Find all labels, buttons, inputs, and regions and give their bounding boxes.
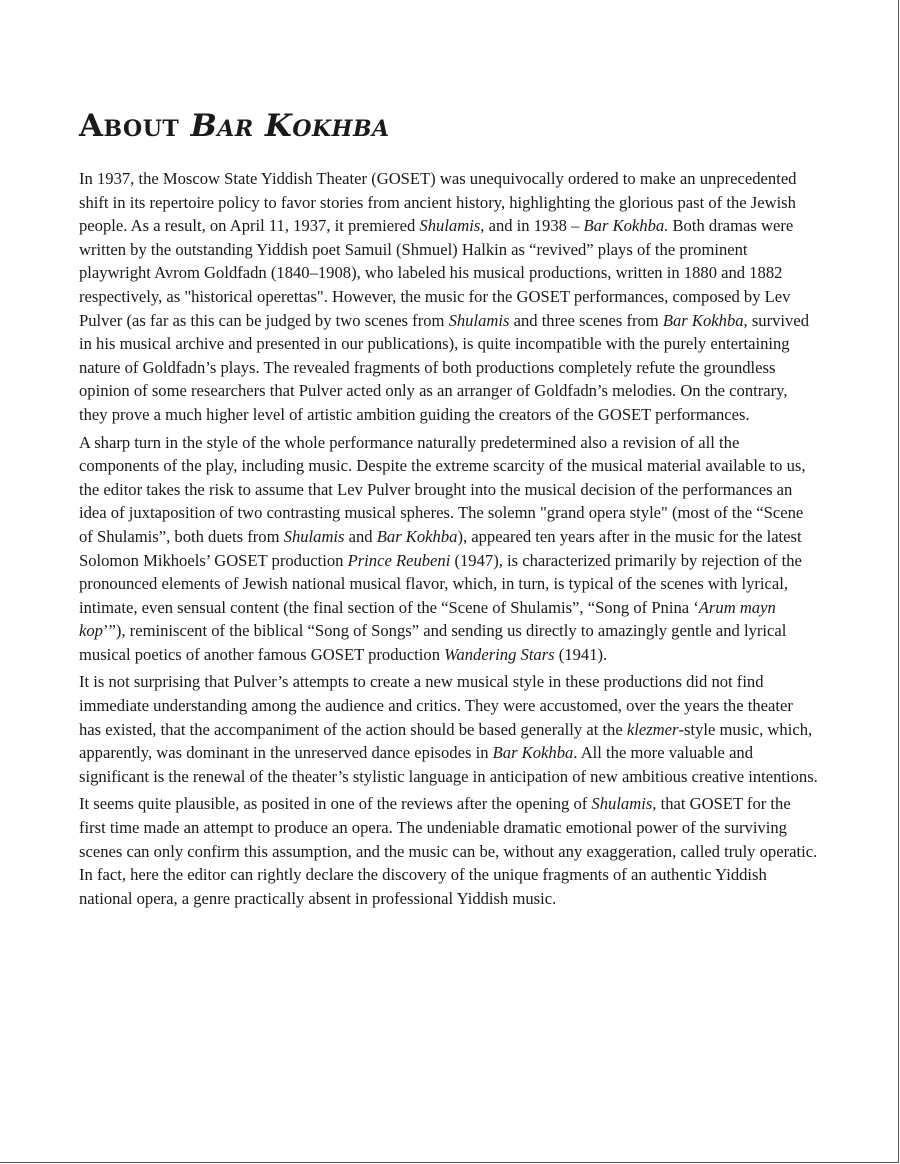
text-run: -style music, which, apparently, was dominant in the unreserved dance episodes in: [79, 719, 813, 763]
text-run: and three scenes from: [509, 310, 663, 330]
italic-title-run: Bar Kokhba: [376, 526, 458, 546]
text-run: , survived in his musical archive and presented in our publications), is quite incompatible with the purely entertaining nature of Goldfadn’s plays. The revealed fragments of both productions completely refute the groundless opinion of some researchers that Pulver acted only as an arranger of Goldfadn’s melodies. On the contrary, they prove a much higher level of artistic ambition guiding the creators of the GOSET performances.: [79, 310, 809, 424]
italic-title-run: Shulamis: [448, 310, 510, 330]
text-run: , and in 1938 –: [480, 216, 584, 236]
paragraph-1: [79, 167, 819, 427]
text-run: It seems quite plausible, as posited in one of the reviews after the opening of: [79, 794, 592, 814]
text-run: It is not surprising that Pulver’s attempts to create a new musical style in these productions did not find immediate understanding among the audience and critics. They were accustomed, over the years the theater has existed, that the accompaniment of the action should be based generally at the: [79, 672, 793, 739]
text-run: In 1937, the Moscow State Yiddish Theater (GOSET) was unequivocally ordered to make an unprecedented shift in its repertoire policy to favor stories from ancient history, highlighting the glorious past of the Jewish people. As a result, on April 11, 1937, it premiered: [79, 169, 797, 236]
page-title: [79, 104, 390, 148]
title-prefix: About: [79, 108, 191, 144]
text-run: (1941).: [554, 644, 608, 664]
title-work-name: Bar Kokhba: [190, 108, 390, 144]
text-run: A sharp turn in the style of the whole performance naturally predetermined also a revision of all the components of the play, including music. Despite the extreme scarcity of the musical material available to us, the editor takes the risk to assume that Lev Pulver brought into the musical decision of the performances an idea of juxtaposition of two contrasting musical spheres. The solemn "grand opera style" (most of the “Scene of Shulamis”, both duets from: [79, 432, 806, 546]
italic-title-run: Prince Reubeni: [347, 550, 451, 570]
text-run: (1947), is characterized primarily by rejection of the pronounced elements of Jewish national musical flavor, which, in turn, is typical of the scenes with lyrical, intimate, even sensual content (the final section of the “Scene of Shulamis”, “Song of Pnina ‘: [79, 550, 802, 617]
italic-title-run: Bar Kokhba.: [583, 216, 669, 236]
paragraph-4: [79, 792, 819, 910]
paragraph-2: [79, 431, 819, 667]
text-run: ’”), reminiscent of the biblical “Song of Songs” and sending us directly to amazingly gentle and lyrical musical poetics of another famous GOSET production: [79, 621, 787, 664]
italic-title-run: Arum mayn kop: [79, 597, 776, 641]
text-run: . All the more valuable and significant is the renewal of the theater’s stylistic language in anticipation of new ambitious creative intentions.: [79, 743, 818, 786]
article-body: [79, 167, 819, 914]
text-run: ), appeared ten years after in the music for the latest Solomon Mikhoels’ GOSET production: [79, 526, 802, 570]
italic-title-run: Bar Kokhba: [492, 743, 574, 763]
italic-title-run: Shulamis: [591, 794, 653, 814]
italic-title-run: Shulamis: [283, 526, 345, 546]
italic-title-run: Wandering Stars: [444, 644, 555, 664]
italic-title-run: klezmer: [626, 719, 679, 739]
italic-title-run: Bar Kokhba: [662, 310, 744, 330]
italic-title-run: Shulamis: [419, 216, 481, 236]
text-run: Both dramas were written by the outstanding Yiddish poet Samuil (Shmuel) Halkin as “revived” plays of the prominent playwright Avrom Goldfadn (1840–1908), who labeled his musical productions, written in 1880 and 1882 respectively, as "historical operettas". However, the music for the GOSET performances, composed by Lev Pulver (as far as this can be judged by two scenes from: [79, 216, 794, 330]
text-run: , that GOSET for the first time made an attempt to produce an opera. The undeniable dramatic emotional power of the surviving scenes can only confirm this assumption, and the music can be, without any exaggeration, called truly operatic. In fact, here the editor can rightly declare the discovery of the unique fragments of an authentic Yiddish national opera, a genre practically absent in professional Yiddish music.: [79, 794, 818, 908]
paragraph-3: [79, 670, 819, 788]
text-run: and: [344, 526, 377, 546]
